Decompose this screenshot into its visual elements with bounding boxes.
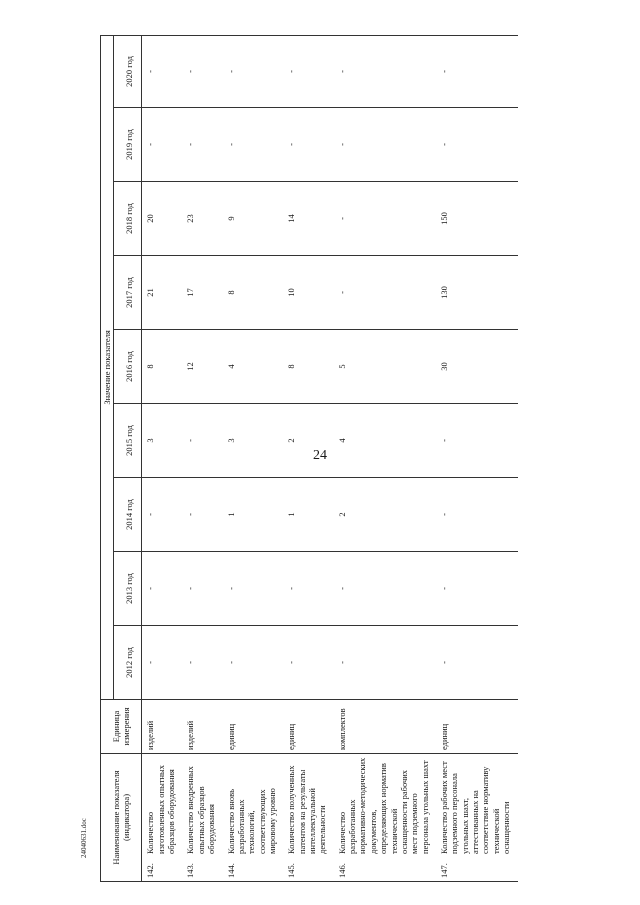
indicator-name: Количество рабочих мест подземного персонала угольных шахт, аттестованных на соответствие нормативу технической оснащенности [438,761,512,854]
value-cell: 8 [142,330,183,404]
unit-cell: единиц [283,700,333,754]
value-cell: 4 [334,404,436,478]
values-group-header: Значение показателя [101,35,114,699]
value-cell: - [142,478,183,552]
value-cell: 130 [436,256,518,330]
value-cell: 3 [223,404,284,478]
row-number: 147. [438,863,449,878]
value-cell: 2 [334,478,436,552]
year-header: 2014 год [114,478,142,552]
value-cell: 20 [142,182,183,256]
year-header: 2017 год [114,256,142,330]
value-cell: - [142,626,183,700]
value-cell: - [142,35,183,107]
year-header: 2012 год [114,626,142,700]
value-cell: - [182,108,222,182]
value-cell: 2 [283,404,333,478]
value-cell: 4 [223,330,284,404]
unit-column-header: Единица измерения [101,700,142,754]
value-cell: 14 [283,182,333,256]
indicator-name: Количество вновь разработанных технологий, соответствующих мировому уровню [225,788,277,854]
indicator-name: Количество внедренных опытных образцов оборудования [185,766,217,854]
table-row [334,35,436,881]
value-cell: - [334,552,436,626]
indicator-name-cell [223,754,284,882]
table-body [142,35,518,881]
value-cell: - [334,108,436,182]
year-header: 2020 год [114,35,142,107]
value-cell: 150 [436,182,518,256]
indicator-name-cell [436,754,518,882]
unit-cell: единиц [223,700,284,754]
value-cell: - [436,478,518,552]
value-cell: 8 [223,256,284,330]
value-cell: 8 [283,330,333,404]
value-cell: - [334,35,436,107]
value-cell: - [283,35,333,107]
value-cell: - [436,108,518,182]
table-row [283,35,333,881]
value-cell: - [223,552,284,626]
value-cell: 1 [283,478,333,552]
year-header: 2013 год [114,552,142,626]
value-cell: - [436,626,518,700]
unit-cell: изделий [142,700,183,754]
row-number: 143. [185,863,196,878]
value-cell: - [436,404,518,478]
unit-cell: единиц [436,700,518,754]
value-cell: - [334,182,436,256]
indicator-name: Количество изготовленных опытных образцов оборудования [145,764,177,854]
value-cell: - [283,552,333,626]
value-cell: - [182,478,222,552]
value-cell: - [142,552,183,626]
indicators-table [100,35,518,882]
value-cell: - [223,108,284,182]
table-row [223,35,284,881]
value-cell: - [283,108,333,182]
year-header: 2016 год [114,330,142,404]
indicator-name-cell [334,754,436,882]
value-cell: 9 [223,182,284,256]
rotated-table-container [100,32,570,882]
value-cell: - [142,108,183,182]
value-cell: 10 [283,256,333,330]
indicator-name: Количество разработанных нормативно-методических документов, определяющих норматив технической оснащенности рабочих мест подземного персонала угольных шахт [336,757,430,854]
name-column-header: Наименование показателя (индикатора) [101,754,142,882]
value-cell: 1 [223,478,284,552]
table-row [142,35,183,881]
value-cell: - [182,404,222,478]
value-cell: - [182,626,222,700]
value-cell: 17 [182,256,222,330]
value-cell: - [436,552,518,626]
indicator-name: Количество полученных патентов на результаты интеллектуальной деятельности [286,765,328,854]
year-header: 2015 год [114,404,142,478]
value-cell: - [334,256,436,330]
row-number: 142. [145,863,156,878]
indicator-name-cell [142,754,183,882]
value-cell: - [182,35,222,107]
unit-cell: изделий [182,700,222,754]
table-row [182,35,222,881]
indicator-name-cell [283,754,333,882]
unit-cell: комплектов [334,700,436,754]
value-cell: 21 [142,256,183,330]
value-cell: - [182,552,222,626]
footer-filename: 24040631.doc [80,818,88,858]
row-number: 145. [286,863,297,878]
value-cell: 5 [334,330,436,404]
value-cell: 30 [436,330,518,404]
value-cell: 23 [182,182,222,256]
table-header [101,35,142,881]
indicator-name-cell [182,754,222,882]
value-cell: 12 [182,330,222,404]
table-row [436,35,518,881]
row-number: 146. [336,863,347,878]
value-cell: - [334,626,436,700]
value-cell: - [223,35,284,107]
value-cell: - [436,35,518,107]
page-number: 24 [313,448,327,463]
value-cell: - [283,626,333,700]
value-cell: 3 [142,404,183,478]
year-header: 2018 год [114,182,142,256]
value-cell: - [223,626,284,700]
row-number: 144. [225,863,236,878]
year-header: 2019 год [114,108,142,182]
